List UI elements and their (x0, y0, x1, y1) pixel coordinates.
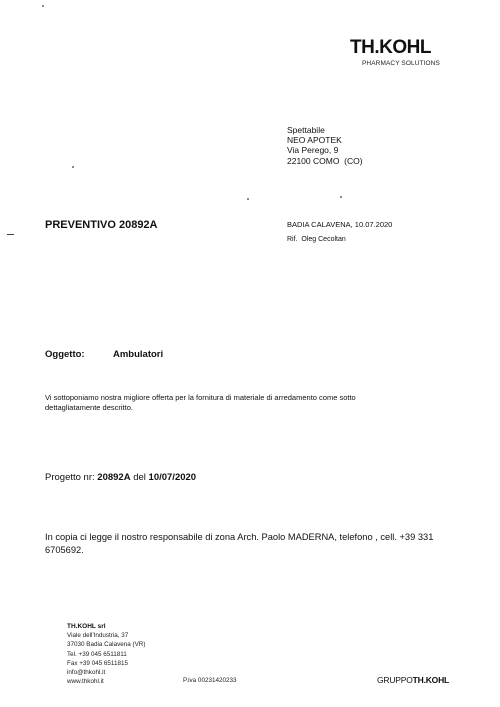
company-address-1: Viale dell'Industria, 37 (67, 632, 129, 640)
margin-mark (7, 234, 14, 235)
group-logo (377, 675, 449, 685)
project-prefix: Progetto nr: (45, 472, 98, 483)
quote-title: PREVENTIVO 20892A (45, 219, 158, 231)
subject-label: Oggetto: (45, 349, 85, 360)
company-address-2: 37030 Badia Calavena (VR) (67, 641, 146, 649)
company-tel: Tel. +39 045 6511811 (67, 650, 127, 658)
company-info (67, 622, 145, 686)
company-email: info@thkohl.it (67, 669, 106, 677)
subject-value: Ambulatori (113, 349, 164, 360)
scan-speck (340, 196, 342, 198)
company-name: TH.KOHL srl (67, 623, 106, 630)
scan-speck (247, 198, 249, 200)
place-date: BADIA CALAVENA, 10.07.2020 (287, 220, 393, 229)
reference: Rif. Oleg Cecoltan (287, 236, 346, 243)
project-date: 10/07/2020 (148, 472, 197, 483)
project-number: 20892A (97, 472, 131, 483)
offer-paragraph: Vi sottoponiamo nostra migliore offerta per la fornitura di materiale di arredamento come sotto dettagliatamente descritto. (45, 393, 356, 412)
company-logo: TH.KOHL (350, 37, 431, 58)
recipient-company: NEO APOTEK (287, 135, 342, 146)
company-web: www.thkohl.it (67, 678, 104, 686)
group-prefix: GRUPPO (377, 675, 413, 685)
recipient-street: Via Perego, 9 (287, 145, 339, 156)
vat-number: P.iva 00231420233 (183, 677, 237, 684)
project-line (45, 472, 196, 483)
company-fax: Fax +39 045 6511815 (67, 659, 128, 667)
project-middle: del (130, 472, 149, 483)
recipient-salutation: Spettabile (287, 125, 325, 135)
recipient-city: 22100 COMO (CO) (287, 155, 363, 166)
logo-tagline: PHARMACY SOLUTIONS (362, 60, 440, 67)
group-name: TH.KOHL (412, 675, 450, 685)
scan-speck (42, 5, 44, 7)
recipient-address (287, 125, 363, 166)
scan-speck (72, 166, 74, 168)
copy-paragraph: In copia ci legge il nostro responsabile di zona Arch. Paolo MADERNA, telefono , cell. +39 331 6705692. (45, 532, 434, 555)
